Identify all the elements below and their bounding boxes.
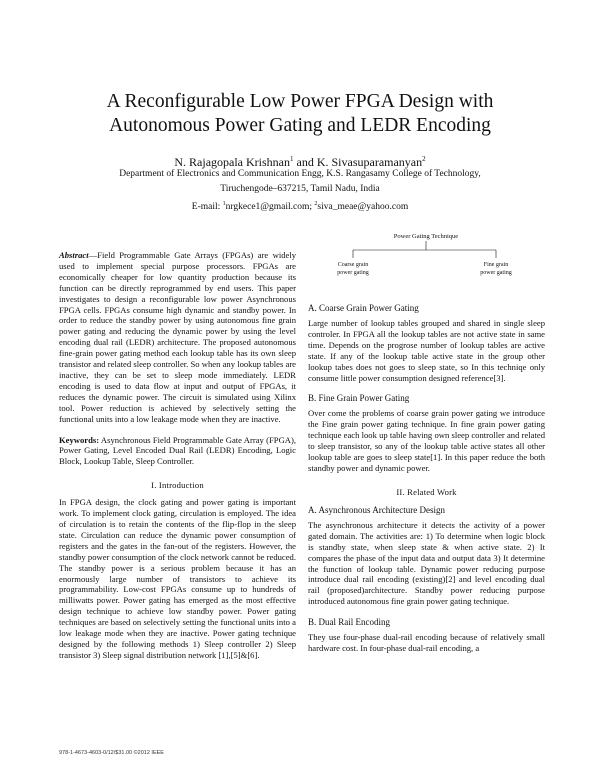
paper-title (40, 90, 560, 138)
author-and: and (293, 155, 317, 169)
diagram-top-label: Power Gating Technique (393, 233, 459, 240)
dual-rail-heading: B. Dual Rail Encoding (308, 617, 390, 628)
dual-rail-text: They use four-phase dual-rail encoding because of relatively small hardware cost. In four-phase dual-rail encoding, a (308, 632, 545, 654)
author-2-sup: 2 (422, 155, 426, 163)
right-column (308, 228, 545, 654)
intro-heading: I. Introduction (151, 480, 204, 491)
author-1: N. Rajagopala Krishnan (174, 155, 290, 169)
email-1[interactable]: nrgkece1@gmail.com; (225, 202, 315, 213)
keywords (59, 435, 296, 468)
power-gating-diagram (308, 228, 545, 308)
email-2[interactable]: siva_meae@yahoo.com (317, 202, 409, 213)
section-a-text: Large number of lookup tables grouped and shared in single sleep controler. In FPGA all the lookup tables are not active state in same time. Depends on the progrose number of lookup tables are active state. If any of the lookup table active state in the group other lookup tabes does not goes to sleep state, so In this techniqe only consume little power consumption designed reference[3]. (308, 318, 545, 383)
email-2-sup: 2 (314, 201, 318, 207)
title-line-2: Autonomous Power Gating and LEDR Encoding (109, 115, 491, 136)
section-b-text: Over come the problems of coarse grain power gating we introduce the Fine grain power gating technique. In fine grain power gating technique each look up table having own sleep controller and related to sleep transistor, so any of the lookup table active states all other lookup table are goes to sleep state[1]. In this paper reduce the both standby power and dynamic power. (308, 408, 545, 473)
keywords-text: Asynchronous Field Programmable Gate Array (FPGA), Power Gating, Level Encoded Dual Rail (LEDR) Encoding, Logic Block, Lookup Table, Sleep Controller. (59, 434, 296, 467)
keywords-label: Keywords: (59, 434, 100, 445)
async-heading: A. Asynchronous Architecture Design (308, 504, 445, 515)
related-work-heading: II. Related Work (396, 486, 457, 497)
email-1-sup: 1 (222, 201, 226, 207)
email-line (40, 197, 560, 215)
async-text: The asynchronous architecture it detects the activity of a power gated domain. The activities are: 1) To determine when logic block is standby state, when sleep state & when active state. 2) It compares the phase of the input data and output data 3) It determine the function of lookup table. Dynamic power reducing purpose introduce dual rail encoding (existing)[2] and level encoding dual rail (proposed)architecture. Standby power reducing purpose introduced autonomous fine grain power gating technique. (308, 519, 545, 607)
diagram-left-line1: Coarse grain (337, 262, 369, 268)
power-gating-diagram-svg (308, 228, 545, 308)
diagram-left-line2: power gating (337, 270, 369, 276)
abstract-label: Abstract (59, 250, 89, 260)
left-column (59, 250, 296, 661)
author-2: K. Sivasuparamanyan (316, 155, 423, 169)
copyright-footer: 978-1-4673-4603-0/12/$31.00 ©2012 IEEE (59, 750, 164, 756)
title-line-1: A Reconfigurable Low Power FPGA Design with (106, 91, 494, 112)
diagram-right-line2: power gating (480, 270, 512, 276)
affiliation-line-2: Tiruchengode–637215, Tamil Nadu, India (220, 184, 380, 194)
section-a-heading: A. Coarse Grain Power Gating (308, 303, 419, 313)
email-prefix: E-mail: (191, 202, 223, 213)
section-b-heading: B. Fine Grain Power Gating (308, 393, 410, 404)
abstract (59, 250, 296, 425)
author-1-sup: 1 (290, 155, 294, 163)
affiliation-line-1: Department of Electronics and Communication Engg, K.S. Rangasamy College of Technology, (119, 169, 481, 179)
diagram-right-line1: Fine grain (483, 262, 509, 268)
intro-text: In FPGA design, the clock gating and power gating is important work. To implement clock gating, circulation is employed. The idea of circulation is to retain the contents of the flip-flop in the sleep state. Circulation can reduce the dynamic power consumption of registers and the gates in the fan-out of the registers. However, the standby power consumption of the clock network cannot be reduced. The standby power is a serious problem because it has an enormously large number of transistors to achieve its programmability. Low-cost FPGAs consume up to hundreds of milliwatts power. Power gating has emerged as the most effective design technique to achieve low standby power. Power gating techniques are based on selectively setting the functional units into a low leakage mode when they are inactive. Power gating technique designed by the following methods 1) Sleep controller 2) Sleep transistor 3) Sleep signal distribution network [1],[5]&[6]. (59, 497, 296, 660)
abstract-text: —Field Programmable Gate Arrays (FPGAs) are widely used to implement special purpose processors. FPGAs are economically cheaper for low quantity production because its function can be directly reprogrammed by end users. This paper investigates to design a reconfigurable low power Asynchronous FPGA cells. FPGAs consume high dynamic and standby power. In order to reduce the standby power by using autonomous fine grain power gating and reducing the dynamic power by using the level encoding dual rail (LEDR) architecture. The proposed autonomous fine-grain power gating method each lookup table has its own sleep transistor and related sleep controller. So when any lookup tables are inactive, they can be set to sleep mode immediately. LEDR encoding is used to data flow at input and output of FPGAs, it reduces the dynamic power. The circuit is simulated using Xilinx tool. Power reduction is achieved by selectively setting the functional units into a low leakage mode when they are inactive. (59, 250, 296, 424)
affiliation (40, 167, 560, 215)
